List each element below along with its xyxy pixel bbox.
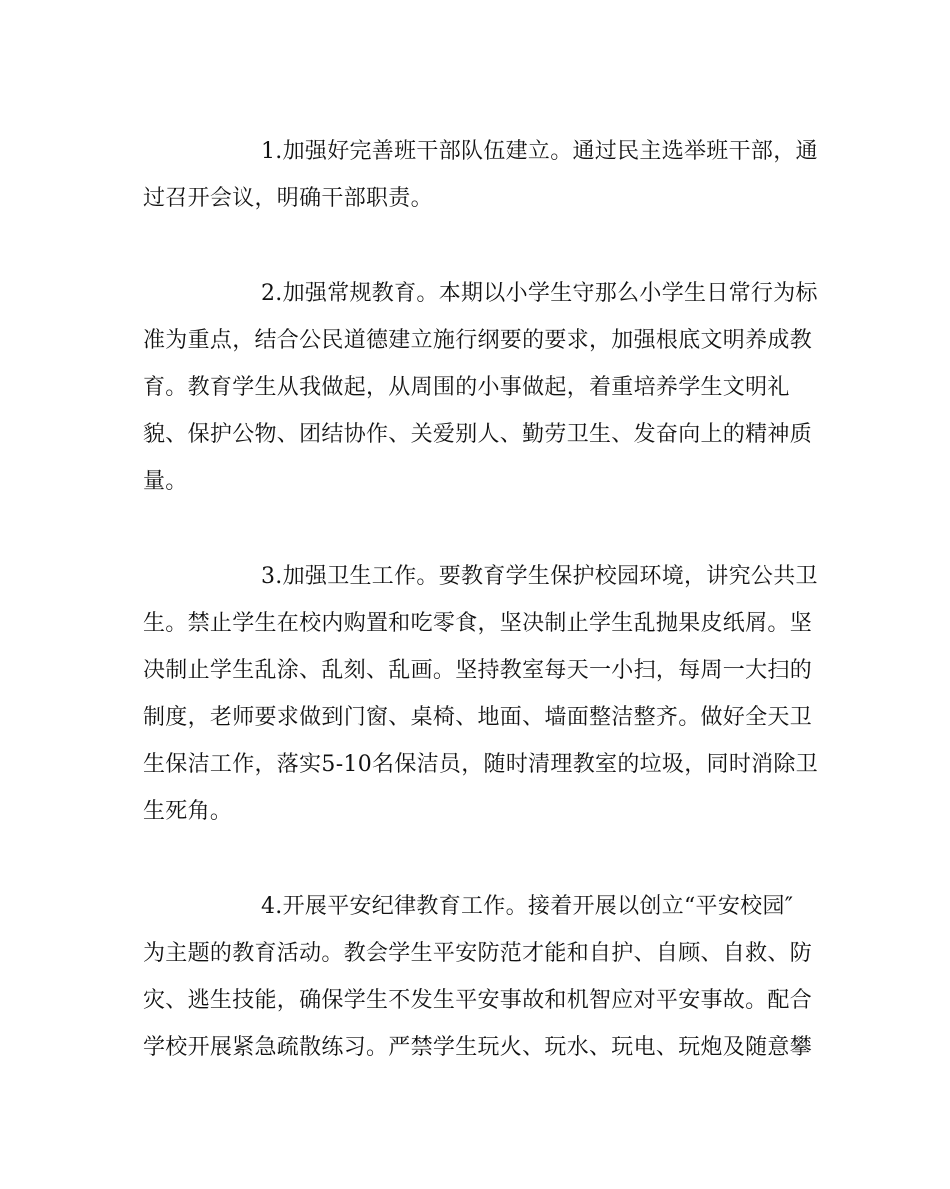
paragraph-line: 貌、保护公物、团结协作、关爱别人、勤劳卫生、发奋向上的精神质: [143, 422, 813, 447]
paragraph-line: 2.加强常规教育。本期以小学生守那么小学生日常行为标: [261, 281, 818, 306]
paragraph-line: 生。禁止学生在校内购置和吃零食，坚决制止学生乱抛果皮纸屑。坚: [143, 611, 813, 636]
paragraph-line: 为主题的教育活动。教会学生平安防范才能和自护、自顾、自救、防: [143, 941, 813, 966]
paragraph-line: 制度，老师要求做到门窗、桌椅、地面、墙面整洁整齐。做好全天卫: [143, 705, 813, 730]
paragraph-line: 学校开展紧急疏散练习。严禁学生玩火、玩水、玩电、玩炮及随意攀: [143, 1035, 813, 1060]
paragraph-line: 灾、逃生技能，确保学生不发生平安事故和机智应对平安事故。配合: [143, 988, 813, 1013]
paragraph-line: 准为重点，结合公民道德建立施行纲要的要求，加强根底文明养成教: [143, 328, 813, 353]
paragraph-line: 1.加强好完善班干部队伍建立。通过民主选举班干部，通: [261, 139, 818, 164]
paragraph-line: 3.加强卫生工作。要教育学生保护校园环境，讲究公共卫: [261, 564, 818, 589]
paragraph-4: [143, 883, 813, 1071]
paragraph-line: 过召开会议，明确干部职责。: [143, 186, 433, 211]
paragraph-line: 决制止学生乱涂、乱刻、乱画。坚持教室每天一小扫，每周一大扫的: [143, 658, 813, 683]
paragraph-2: [143, 270, 818, 505]
paragraph-line: 生保洁工作，落实5-10名保洁员，随时清理教室的垃圾，同时消除卫: [143, 752, 819, 777]
paragraph-3: [143, 553, 819, 835]
paragraph-line: 量。: [143, 469, 188, 494]
paragraph-line: 生死角。: [143, 799, 233, 824]
paragraph-line: 育。教育学生从我做起，从周围的小事做起，着重培养学生文明礼: [143, 375, 790, 400]
paragraph-line: 4.开展平安纪律教育工作。接着开展以创立“平安校园″: [261, 894, 794, 919]
document-body: [143, 128, 819, 1119]
paragraph-1: [143, 128, 818, 222]
